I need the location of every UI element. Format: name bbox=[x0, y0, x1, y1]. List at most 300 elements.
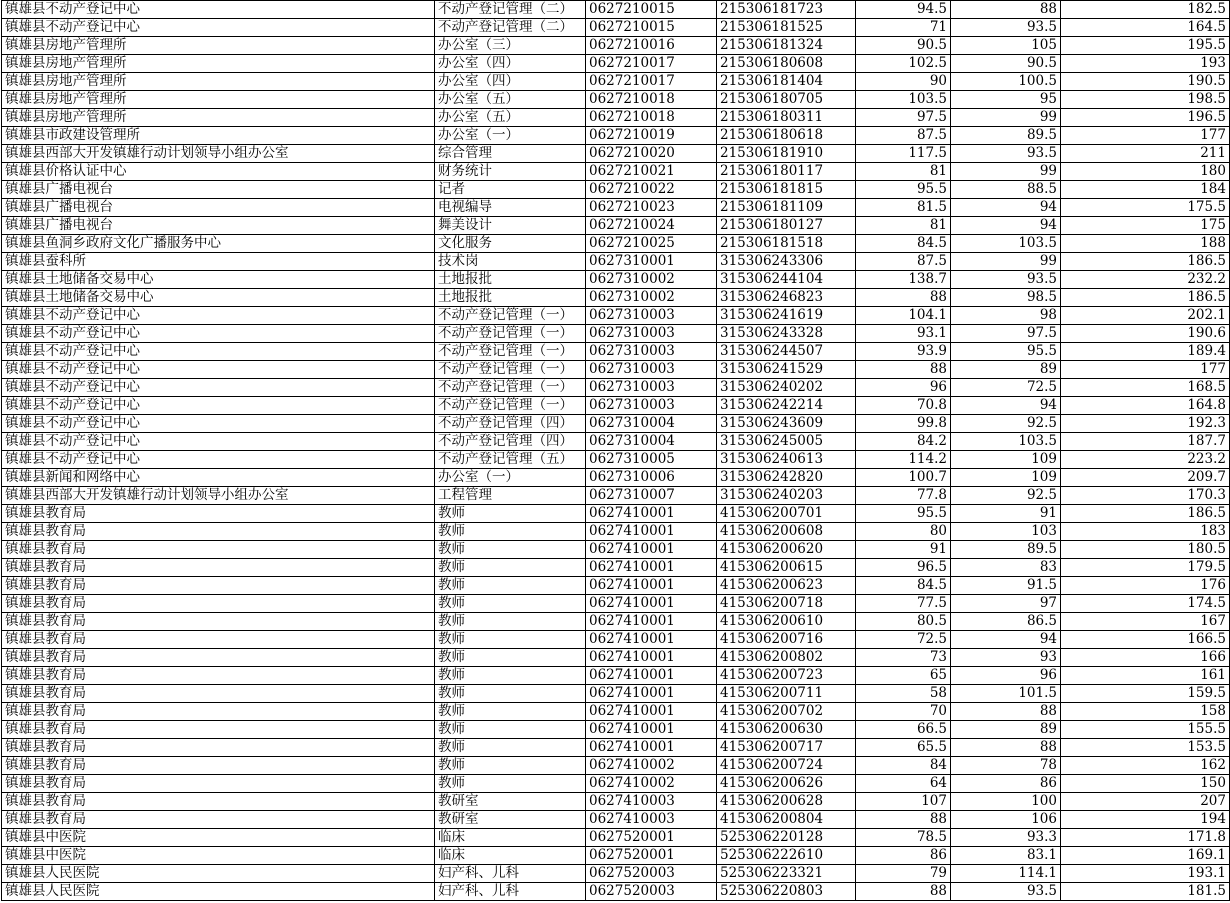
post-code-cell: 0627210025 bbox=[586, 235, 717, 253]
table-row bbox=[2, 73, 1230, 91]
ticket-number-cell: 415306200802 bbox=[717, 649, 856, 667]
post-cell: 妇产科、儿科 bbox=[435, 865, 586, 883]
table-row bbox=[2, 775, 1230, 793]
second-score-cell: 91.5 bbox=[951, 577, 1061, 595]
second-score-cell: 86.5 bbox=[951, 613, 1061, 631]
second-score-cell: 94 bbox=[951, 631, 1061, 649]
total-score-cell: 169.1 bbox=[1061, 847, 1230, 865]
second-score-cell: 98 bbox=[951, 307, 1061, 325]
unit-cell: 镇雄县不动产登记中心 bbox=[2, 379, 435, 397]
second-score-cell: 83.1 bbox=[951, 847, 1061, 865]
table-row bbox=[2, 577, 1230, 595]
unit-cell: 镇雄县不动产登记中心 bbox=[2, 307, 435, 325]
ticket-number-cell: 215306180608 bbox=[717, 55, 856, 73]
unit-cell: 镇雄县教育局 bbox=[2, 775, 435, 793]
second-score-cell: 94 bbox=[951, 199, 1061, 217]
unit-cell: 镇雄县不动产登记中心 bbox=[2, 19, 435, 37]
ticket-number-cell: 415306200717 bbox=[717, 739, 856, 757]
second-score-cell: 100 bbox=[951, 793, 1061, 811]
total-score-cell: 162 bbox=[1061, 757, 1230, 775]
ticket-number-cell: 315306240613 bbox=[717, 451, 856, 469]
total-score-cell: 223.2 bbox=[1061, 451, 1230, 469]
unit-cell: 镇雄县不动产登记中心 bbox=[2, 343, 435, 361]
total-score-cell: 186.5 bbox=[1061, 289, 1230, 307]
post-cell: 不动产登记管理（二） bbox=[435, 1, 586, 19]
post-code-cell: 0627210015 bbox=[586, 19, 717, 37]
ticket-number-cell: 415306200608 bbox=[717, 523, 856, 541]
ticket-number-cell: 315306244104 bbox=[717, 271, 856, 289]
second-score-cell: 93.5 bbox=[951, 271, 1061, 289]
ticket-number-cell: 215306180127 bbox=[717, 217, 856, 235]
written-score-cell: 103.5 bbox=[856, 91, 951, 109]
written-score-cell: 77.5 bbox=[856, 595, 951, 613]
unit-cell: 镇雄县房地产管理所 bbox=[2, 109, 435, 127]
table-row bbox=[2, 55, 1230, 73]
ticket-number-cell: 415306200711 bbox=[717, 685, 856, 703]
unit-cell: 镇雄县不动产登记中心 bbox=[2, 1, 435, 19]
second-score-cell: 94 bbox=[951, 217, 1061, 235]
ticket-number-cell: 315306243328 bbox=[717, 325, 856, 343]
total-score-cell: 183 bbox=[1061, 523, 1230, 541]
post-cell: 办公室（四） bbox=[435, 55, 586, 73]
total-score-cell: 150 bbox=[1061, 775, 1230, 793]
table-row bbox=[2, 415, 1230, 433]
ticket-number-cell: 415306200723 bbox=[717, 667, 856, 685]
post-cell: 妇产科、儿科 bbox=[435, 883, 586, 901]
second-score-cell: 98.5 bbox=[951, 289, 1061, 307]
second-score-cell: 109 bbox=[951, 451, 1061, 469]
table-row bbox=[2, 541, 1230, 559]
ticket-number-cell: 315306245005 bbox=[717, 433, 856, 451]
post-code-cell: 0627310001 bbox=[586, 253, 717, 271]
written-score-cell: 87.5 bbox=[856, 253, 951, 271]
ticket-number-cell: 215306181910 bbox=[717, 145, 856, 163]
written-score-cell: 73 bbox=[856, 649, 951, 667]
post-code-cell: 0627210017 bbox=[586, 73, 717, 91]
total-score-cell: 175 bbox=[1061, 217, 1230, 235]
table-row bbox=[2, 559, 1230, 577]
second-score-cell: 83 bbox=[951, 559, 1061, 577]
second-score-cell: 93.5 bbox=[951, 19, 1061, 37]
ticket-number-cell: 525306220128 bbox=[717, 829, 856, 847]
written-score-cell: 80.5 bbox=[856, 613, 951, 631]
post-cell: 办公室（三） bbox=[435, 37, 586, 55]
table-row bbox=[2, 343, 1230, 361]
total-score-cell: 179.5 bbox=[1061, 559, 1230, 577]
unit-cell: 镇雄县不动产登记中心 bbox=[2, 433, 435, 451]
total-score-cell: 164.5 bbox=[1061, 19, 1230, 37]
ticket-number-cell: 315306243609 bbox=[717, 415, 856, 433]
post-code-cell: 0627410001 bbox=[586, 685, 717, 703]
table-row bbox=[2, 865, 1230, 883]
unit-cell: 镇雄县西部大开发镇雄行动计划领导小组办公室 bbox=[2, 487, 435, 505]
total-score-cell: 171.8 bbox=[1061, 829, 1230, 847]
post-cell: 教师 bbox=[435, 685, 586, 703]
post-cell: 办公室（四） bbox=[435, 73, 586, 91]
second-score-cell: 88 bbox=[951, 1, 1061, 19]
table-row bbox=[2, 307, 1230, 325]
second-score-cell: 91 bbox=[951, 505, 1061, 523]
post-code-cell: 0627410001 bbox=[586, 721, 717, 739]
ticket-number-cell: 315306246823 bbox=[717, 289, 856, 307]
post-cell: 电视编导 bbox=[435, 199, 586, 217]
post-code-cell: 0627520001 bbox=[586, 847, 717, 865]
second-score-cell: 86 bbox=[951, 775, 1061, 793]
unit-cell: 镇雄县教育局 bbox=[2, 649, 435, 667]
total-score-cell: 195.5 bbox=[1061, 37, 1230, 55]
total-score-cell: 181.5 bbox=[1061, 883, 1230, 901]
post-code-cell: 0627310004 bbox=[586, 433, 717, 451]
ticket-number-cell: 415306200701 bbox=[717, 505, 856, 523]
unit-cell: 镇雄县教育局 bbox=[2, 541, 435, 559]
unit-cell: 镇雄县教育局 bbox=[2, 559, 435, 577]
post-code-cell: 0627310002 bbox=[586, 289, 717, 307]
score-table bbox=[1, 0, 1230, 901]
post-cell: 不动产登记管理（一） bbox=[435, 361, 586, 379]
total-score-cell: 190.6 bbox=[1061, 325, 1230, 343]
ticket-number-cell: 525306220803 bbox=[717, 883, 856, 901]
second-score-cell: 72.5 bbox=[951, 379, 1061, 397]
post-cell: 不动产登记管理（一） bbox=[435, 343, 586, 361]
post-cell: 教师 bbox=[435, 541, 586, 559]
unit-cell: 镇雄县鱼洞乡政府文化广播服务中心 bbox=[2, 235, 435, 253]
ticket-number-cell: 415306200615 bbox=[717, 559, 856, 577]
table-row bbox=[2, 91, 1230, 109]
unit-cell: 镇雄县广播电视台 bbox=[2, 217, 435, 235]
second-score-cell: 78 bbox=[951, 757, 1061, 775]
total-score-cell: 180 bbox=[1061, 163, 1230, 181]
post-code-cell: 0627210015 bbox=[586, 1, 717, 19]
unit-cell: 镇雄县教育局 bbox=[2, 577, 435, 595]
ticket-number-cell: 215306181518 bbox=[717, 235, 856, 253]
post-cell: 教研室 bbox=[435, 811, 586, 829]
post-cell: 教师 bbox=[435, 595, 586, 613]
post-code-cell: 0627210021 bbox=[586, 163, 717, 181]
unit-cell: 镇雄县房地产管理所 bbox=[2, 73, 435, 91]
post-code-cell: 0627310002 bbox=[586, 271, 717, 289]
table-row bbox=[2, 631, 1230, 649]
ticket-number-cell: 415306200610 bbox=[717, 613, 856, 631]
unit-cell: 镇雄县不动产登记中心 bbox=[2, 451, 435, 469]
post-cell: 不动产登记管理（一） bbox=[435, 379, 586, 397]
second-score-cell: 109 bbox=[951, 469, 1061, 487]
post-code-cell: 0627410001 bbox=[586, 631, 717, 649]
total-score-cell: 202.1 bbox=[1061, 307, 1230, 325]
post-code-cell: 0627210018 bbox=[586, 109, 717, 127]
ticket-number-cell: 525306222610 bbox=[717, 847, 856, 865]
post-cell: 不动产登记管理（二） bbox=[435, 19, 586, 37]
post-cell: 教师 bbox=[435, 559, 586, 577]
second-score-cell: 90.5 bbox=[951, 55, 1061, 73]
post-code-cell: 0627410001 bbox=[586, 649, 717, 667]
ticket-number-cell: 315306242820 bbox=[717, 469, 856, 487]
unit-cell: 镇雄县教育局 bbox=[2, 703, 435, 721]
post-code-cell: 0627210018 bbox=[586, 91, 717, 109]
second-score-cell: 89.5 bbox=[951, 127, 1061, 145]
post-code-cell: 0627410003 bbox=[586, 793, 717, 811]
total-score-cell: 167 bbox=[1061, 613, 1230, 631]
written-score-cell: 117.5 bbox=[856, 145, 951, 163]
ticket-number-cell: 315306240202 bbox=[717, 379, 856, 397]
total-score-cell: 186.5 bbox=[1061, 505, 1230, 523]
written-score-cell: 70 bbox=[856, 703, 951, 721]
table-row bbox=[2, 451, 1230, 469]
table-row bbox=[2, 595, 1230, 613]
total-score-cell: 161 bbox=[1061, 667, 1230, 685]
table-row bbox=[2, 523, 1230, 541]
table-row bbox=[2, 253, 1230, 271]
total-score-cell: 158 bbox=[1061, 703, 1230, 721]
ticket-number-cell: 415306200623 bbox=[717, 577, 856, 595]
post-code-cell: 0627210020 bbox=[586, 145, 717, 163]
unit-cell: 镇雄县教育局 bbox=[2, 685, 435, 703]
written-score-cell: 99.8 bbox=[856, 415, 951, 433]
unit-cell: 镇雄县教育局 bbox=[2, 667, 435, 685]
second-score-cell: 93.3 bbox=[951, 829, 1061, 847]
post-code-cell: 0627520003 bbox=[586, 883, 717, 901]
table-row bbox=[2, 235, 1230, 253]
table-body bbox=[2, 1, 1230, 901]
written-score-cell: 79 bbox=[856, 865, 951, 883]
written-score-cell: 97.5 bbox=[856, 109, 951, 127]
post-cell: 舞美设计 bbox=[435, 217, 586, 235]
total-score-cell: 177 bbox=[1061, 361, 1230, 379]
post-cell: 教师 bbox=[435, 631, 586, 649]
unit-cell: 镇雄县价格认证中心 bbox=[2, 163, 435, 181]
unit-cell: 镇雄县不动产登记中心 bbox=[2, 397, 435, 415]
second-score-cell: 95.5 bbox=[951, 343, 1061, 361]
post-code-cell: 0627410001 bbox=[586, 505, 717, 523]
unit-cell: 镇雄县土地储备交易中心 bbox=[2, 289, 435, 307]
post-cell: 教师 bbox=[435, 703, 586, 721]
second-score-cell: 105 bbox=[951, 37, 1061, 55]
ticket-number-cell: 315306242214 bbox=[717, 397, 856, 415]
written-score-cell: 88 bbox=[856, 361, 951, 379]
table-row bbox=[2, 19, 1230, 37]
post-cell: 办公室（五） bbox=[435, 109, 586, 127]
table-row bbox=[2, 703, 1230, 721]
table-row bbox=[2, 793, 1230, 811]
written-score-cell: 81 bbox=[856, 163, 951, 181]
total-score-cell: 170.3 bbox=[1061, 487, 1230, 505]
ticket-number-cell: 215306181723 bbox=[717, 1, 856, 19]
table-row bbox=[2, 829, 1230, 847]
post-cell: 教师 bbox=[435, 757, 586, 775]
written-score-cell: 58 bbox=[856, 685, 951, 703]
written-score-cell: 96.5 bbox=[856, 559, 951, 577]
post-cell: 教研室 bbox=[435, 793, 586, 811]
second-score-cell: 100.5 bbox=[951, 73, 1061, 91]
post-cell: 办公室（一） bbox=[435, 127, 586, 145]
written-score-cell: 86 bbox=[856, 847, 951, 865]
table-row bbox=[2, 217, 1230, 235]
written-score-cell: 78.5 bbox=[856, 829, 951, 847]
written-score-cell: 96 bbox=[856, 379, 951, 397]
total-score-cell: 189.4 bbox=[1061, 343, 1230, 361]
table-row bbox=[2, 667, 1230, 685]
post-cell: 技术岗 bbox=[435, 253, 586, 271]
ticket-number-cell: 415306200702 bbox=[717, 703, 856, 721]
ticket-number-cell: 315306240203 bbox=[717, 487, 856, 505]
second-score-cell: 99 bbox=[951, 253, 1061, 271]
total-score-cell: 174.5 bbox=[1061, 595, 1230, 613]
total-score-cell: 187.7 bbox=[1061, 433, 1230, 451]
post-code-cell: 0627410001 bbox=[586, 703, 717, 721]
total-score-cell: 211 bbox=[1061, 145, 1230, 163]
post-cell: 记者 bbox=[435, 181, 586, 199]
ticket-number-cell: 215306181109 bbox=[717, 199, 856, 217]
written-score-cell: 81.5 bbox=[856, 199, 951, 217]
total-score-cell: 193 bbox=[1061, 55, 1230, 73]
total-score-cell: 164.8 bbox=[1061, 397, 1230, 415]
unit-cell: 镇雄县教育局 bbox=[2, 757, 435, 775]
table-row bbox=[2, 469, 1230, 487]
written-score-cell: 64 bbox=[856, 775, 951, 793]
table-row bbox=[2, 361, 1230, 379]
table-row bbox=[2, 721, 1230, 739]
unit-cell: 镇雄县西部大开发镇雄行动计划领导小组办公室 bbox=[2, 145, 435, 163]
ticket-number-cell: 525306223321 bbox=[717, 865, 856, 883]
table-row bbox=[2, 613, 1230, 631]
total-score-cell: 166.5 bbox=[1061, 631, 1230, 649]
written-score-cell: 65 bbox=[856, 667, 951, 685]
post-code-cell: 0627410001 bbox=[586, 667, 717, 685]
unit-cell: 镇雄县房地产管理所 bbox=[2, 91, 435, 109]
ticket-number-cell: 215306180705 bbox=[717, 91, 856, 109]
post-cell: 办公室（五） bbox=[435, 91, 586, 109]
ticket-number-cell: 415306200716 bbox=[717, 631, 856, 649]
total-score-cell: 159.5 bbox=[1061, 685, 1230, 703]
second-score-cell: 93.5 bbox=[951, 883, 1061, 901]
post-cell: 临床 bbox=[435, 847, 586, 865]
post-cell: 不动产登记管理（五） bbox=[435, 451, 586, 469]
second-score-cell: 93.5 bbox=[951, 145, 1061, 163]
table-row bbox=[2, 127, 1230, 145]
unit-cell: 镇雄县教育局 bbox=[2, 739, 435, 757]
unit-cell: 镇雄县房地产管理所 bbox=[2, 55, 435, 73]
unit-cell: 镇雄县新闻和网络中心 bbox=[2, 469, 435, 487]
table-row bbox=[2, 649, 1230, 667]
ticket-number-cell: 415306200724 bbox=[717, 757, 856, 775]
post-cell: 办公室（一） bbox=[435, 469, 586, 487]
total-score-cell: 188 bbox=[1061, 235, 1230, 253]
second-score-cell: 101.5 bbox=[951, 685, 1061, 703]
unit-cell: 镇雄县房地产管理所 bbox=[2, 37, 435, 55]
table-row bbox=[2, 847, 1230, 865]
table-row bbox=[2, 379, 1230, 397]
post-cell: 临床 bbox=[435, 829, 586, 847]
ticket-number-cell: 315306241619 bbox=[717, 307, 856, 325]
written-score-cell: 104.1 bbox=[856, 307, 951, 325]
second-score-cell: 88 bbox=[951, 703, 1061, 721]
ticket-number-cell: 415306200620 bbox=[717, 541, 856, 559]
table-row bbox=[2, 271, 1230, 289]
total-score-cell: 232.2 bbox=[1061, 271, 1230, 289]
written-score-cell: 88 bbox=[856, 883, 951, 901]
post-code-cell: 0627310003 bbox=[586, 379, 717, 397]
second-score-cell: 95 bbox=[951, 91, 1061, 109]
post-code-cell: 0627210019 bbox=[586, 127, 717, 145]
post-code-cell: 0627310003 bbox=[586, 397, 717, 415]
post-cell: 教师 bbox=[435, 613, 586, 631]
unit-cell: 镇雄县教育局 bbox=[2, 595, 435, 613]
post-cell: 不动产登记管理（一） bbox=[435, 397, 586, 415]
post-cell: 综合管理 bbox=[435, 145, 586, 163]
written-score-cell: 84.5 bbox=[856, 577, 951, 595]
ticket-number-cell: 215306181815 bbox=[717, 181, 856, 199]
total-score-cell: 184 bbox=[1061, 181, 1230, 199]
written-score-cell: 70.8 bbox=[856, 397, 951, 415]
total-score-cell: 196.5 bbox=[1061, 109, 1230, 127]
unit-cell: 镇雄县人民医院 bbox=[2, 865, 435, 883]
post-code-cell: 0627410001 bbox=[586, 613, 717, 631]
ticket-number-cell: 215306180311 bbox=[717, 109, 856, 127]
table-row bbox=[2, 883, 1230, 901]
written-score-cell: 94.5 bbox=[856, 1, 951, 19]
post-code-cell: 0627210017 bbox=[586, 55, 717, 73]
post-code-cell: 0627410001 bbox=[586, 577, 717, 595]
total-score-cell: 194 bbox=[1061, 811, 1230, 829]
total-score-cell: 155.5 bbox=[1061, 721, 1230, 739]
post-code-cell: 0627310003 bbox=[586, 325, 717, 343]
second-score-cell: 94 bbox=[951, 397, 1061, 415]
total-score-cell: 198.5 bbox=[1061, 91, 1230, 109]
second-score-cell: 103 bbox=[951, 523, 1061, 541]
unit-cell: 镇雄县土地储备交易中心 bbox=[2, 271, 435, 289]
ticket-number-cell: 415306200630 bbox=[717, 721, 856, 739]
ticket-number-cell: 415306200626 bbox=[717, 775, 856, 793]
unit-cell: 镇雄县教育局 bbox=[2, 721, 435, 739]
total-score-cell: 177 bbox=[1061, 127, 1230, 145]
written-score-cell: 93.1 bbox=[856, 325, 951, 343]
post-code-cell: 0627410001 bbox=[586, 541, 717, 559]
post-code-cell: 0627310004 bbox=[586, 415, 717, 433]
post-cell: 教师 bbox=[435, 739, 586, 757]
unit-cell: 镇雄县广播电视台 bbox=[2, 181, 435, 199]
post-code-cell: 0627410001 bbox=[586, 595, 717, 613]
table-row bbox=[2, 37, 1230, 55]
unit-cell: 镇雄县教育局 bbox=[2, 613, 435, 631]
unit-cell: 镇雄县广播电视台 bbox=[2, 199, 435, 217]
total-score-cell: 168.5 bbox=[1061, 379, 1230, 397]
post-cell: 不动产登记管理（四） bbox=[435, 433, 586, 451]
second-score-cell: 103.5 bbox=[951, 433, 1061, 451]
written-score-cell: 71 bbox=[856, 19, 951, 37]
post-code-cell: 0627310006 bbox=[586, 469, 717, 487]
unit-cell: 镇雄县教育局 bbox=[2, 505, 435, 523]
ticket-number-cell: 215306181324 bbox=[717, 37, 856, 55]
table-row bbox=[2, 1, 1230, 19]
total-score-cell: 175.5 bbox=[1061, 199, 1230, 217]
second-score-cell: 89.5 bbox=[951, 541, 1061, 559]
ticket-number-cell: 215306181525 bbox=[717, 19, 856, 37]
ticket-number-cell: 415306200628 bbox=[717, 793, 856, 811]
unit-cell: 镇雄县市政建设管理所 bbox=[2, 127, 435, 145]
total-score-cell: 193.1 bbox=[1061, 865, 1230, 883]
written-score-cell: 81 bbox=[856, 217, 951, 235]
post-code-cell: 0627410003 bbox=[586, 811, 717, 829]
post-code-cell: 0627410001 bbox=[586, 559, 717, 577]
unit-cell: 镇雄县蚕科所 bbox=[2, 253, 435, 271]
written-score-cell: 87.5 bbox=[856, 127, 951, 145]
written-score-cell: 114.2 bbox=[856, 451, 951, 469]
written-score-cell: 100.7 bbox=[856, 469, 951, 487]
second-score-cell: 99 bbox=[951, 163, 1061, 181]
post-cell: 工程管理 bbox=[435, 487, 586, 505]
post-code-cell: 0627410002 bbox=[586, 757, 717, 775]
second-score-cell: 93 bbox=[951, 649, 1061, 667]
table-row bbox=[2, 145, 1230, 163]
